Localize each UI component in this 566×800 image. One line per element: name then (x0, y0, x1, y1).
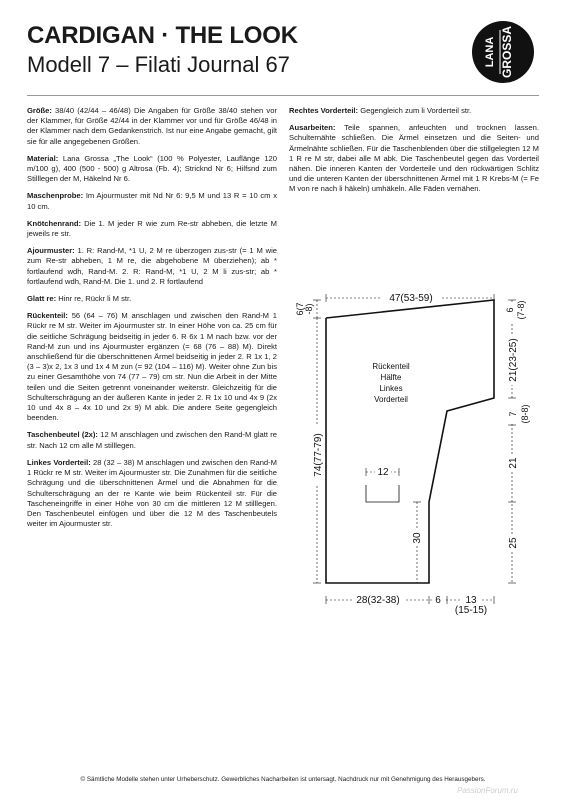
dim-right-mid-b: (8-8) (520, 404, 530, 424)
section-ajour: Ajourmuster: 1. R: Rand-M, *1 U, 2 M re überzogen zus-str (= 1 M wie zum Re-str abheben, 1 M re, die abgehobene M überziehen); ab * fortlaufend wdh, Rand-M. 2. R: Rand-M, *1 U, 2 M li zus-str; ab * fortlaufend wdh, Rand-M. Die 1. und 2. R fortlaufend (27, 246, 277, 286)
instructions-left-column (27, 106, 277, 536)
svg-text:GROSSA: GROSSA (500, 25, 514, 79)
copyright-footer: © Sämtliche Modelle stehen unter Urheberschutz. Gewerbliches Nacharbeiten ist untersagt. Nachdruck nur mit Genehmigung des Herausgebers. (80, 776, 486, 783)
section-stockinette: Glatt re: Hinr re, Rückr li M str. (27, 294, 132, 304)
dim-left-top-b: -8) (304, 303, 314, 315)
piece-label-1: Rückenteil (372, 362, 410, 371)
schematic-diagram (289, 280, 539, 616)
watermark: PassionForum.ru (457, 786, 518, 795)
dim-right-mid-a: 7 (508, 411, 518, 417)
pocket-outline (366, 485, 399, 502)
section-material: Material: Lana Grossa „The Look“ (100 % Polyester, Lauflänge 120 m/100 g), 400 (500 - 500) g Altrosa (Fb. 4); Stricknd Nr 6; Hilfsnd zum Stilllegen der M, Häkelnd Nr 6. (27, 153, 277, 184)
section-back: Rückenteil: 56 (64 – 76) M anschlagen und zwischen den Rand-M 1 Rückr re M str. Weiter im Ajourmuster str. In einer Höhe von ca. 25 cm für die seitliche Schrägung beidseitig in jeder 6. R 6x 1 M nach bzw. vor der Rand-M zun und ins Ajourmuster ergänzen (= 68 (76 – 88) M). Direkt anschließend für die überschnittenen Ärmel beidseitig in jeder 2. R 1x 1, 2 (3 – 3)x 2, 1x 3 und 1x 4 M zun (= 92 (104 – 116) M). Weiter ohne Zun bis zu einer Gesamthöhe von 74 (77 – 79) cm str. Nun die Arbeit in der Mitte teilen und die Seiten getrennt voneinander weiterstr. Gleichzeitig für die Schulterschrägung an der äußeren Kante in jeder 2. R 1x 10 und 4x 9 (2x 10 und 4x 8 – 4x 10 und 2x 9) M abk. Die andere Seite gegengleich beenden. (27, 311, 277, 423)
svg-text:LANA: LANA (484, 36, 496, 68)
dim-right-upper: 21(23-25) (508, 338, 519, 382)
dim-top-width: 47(53-59) (389, 293, 433, 304)
piece-label-2: Hälfte (380, 373, 402, 382)
dim-bottom-13-b: (15-15) (454, 605, 488, 616)
page-title: CARDIGAN · THE LOOK (27, 22, 298, 49)
section-pocket: Taschenbeutel (2x): 12 M anschlagen und zwischen den Rand-M glatt re str. Nach 12 cm alle M stilllegen. (27, 430, 277, 450)
lana-grossa-logo (471, 20, 535, 84)
section-gauge: Maschenprobe: Im Ajourmuster mit Nd Nr 6: 9,5 M und 13 R = 10 cm x 10 cm. (27, 191, 277, 211)
dim-pocket-height: 30 (412, 532, 423, 544)
section-left-front: Linkes Vorderteil: 28 (32 – 38) M anschlagen und zwischen den Rand-M 1 Rückr re M str. Weiter im Ajourmuster str. Die Zunahmen für die seitliche Schrägung und die überschnittenen Ärmel und die Abnahmen für die Schulterschrägung an der re Kante wie beim Rückenteil str. Für die Tascheneingriffe in einer Höhe von 30 cm die mittleren 12 M stilllegen. Den Taschenbeutel einfügen und über die 12 M des Taschenbeutels weiter im Ajourmuster str. (27, 457, 277, 529)
dim-left-top-a: 6(7 (295, 302, 305, 316)
dim-right-25: 25 (508, 537, 519, 549)
page-subtitle: Modell 7 – Filati Journal 67 (27, 52, 290, 77)
dim-pocket-width: 12 (377, 467, 389, 478)
dim-bottom-13-a: 13 (465, 595, 477, 606)
dim-right-top-a: 6 (505, 307, 515, 313)
section-edge: Knötchenrand: Die 1. M jeder R wie zum Re-str abheben, die letzte M jeweils re str. (27, 218, 277, 239)
piece-label-3: Linkes (379, 384, 403, 393)
instructions-right-column (289, 106, 539, 202)
piece-label-4: Vorderteil (374, 395, 408, 404)
dim-left-height: 74(77-79) (313, 433, 324, 477)
section-size: Größe: 38/40 (42/44 – 46/48) Die Angaben für Größe 38/40 stehen vor der Klammer, für Größe 42/44 in der Klammer vor und für Größe 46/48 in der Klammer nach dem Gedankenstrich. Ist nur eine Angabe gemacht, gilt sie für alle angegebenen Größen. (27, 106, 277, 146)
dim-bottom-6: 6 (435, 595, 441, 606)
dim-right-top-b: (7-8) (516, 300, 526, 320)
section-right-front: Rechtes Vorderteil: Gegengleich zum li Vorderteil str. (289, 106, 472, 115)
dim-right-21: 21 (508, 457, 519, 469)
section-finishing: Ausarbeiten: Teile spannen, anfeuchten und trocknen lassen. Schulternähte schließen. Die Ärmel einsetzen und die Seiten- und Ärmelnähte schließen. Für die Taschenblenden über die stillgelegten 12 M 1 R re M str, dabei alle M abk. Die Taschenbeutel gegen das Vorderteil nähen. Die inneren Kanten der Vorderteile und den rückwärtigen Schlitz und die unteren Kanten der überschnittenen Ärmel mit 1 R Krebs-M (= Fe M von re nach li häkeln) umhäkeln. Alle Fäden vernähen. (289, 123, 539, 194)
dim-bottom-width: 28(32-38) (356, 595, 400, 606)
header-divider (27, 95, 539, 96)
